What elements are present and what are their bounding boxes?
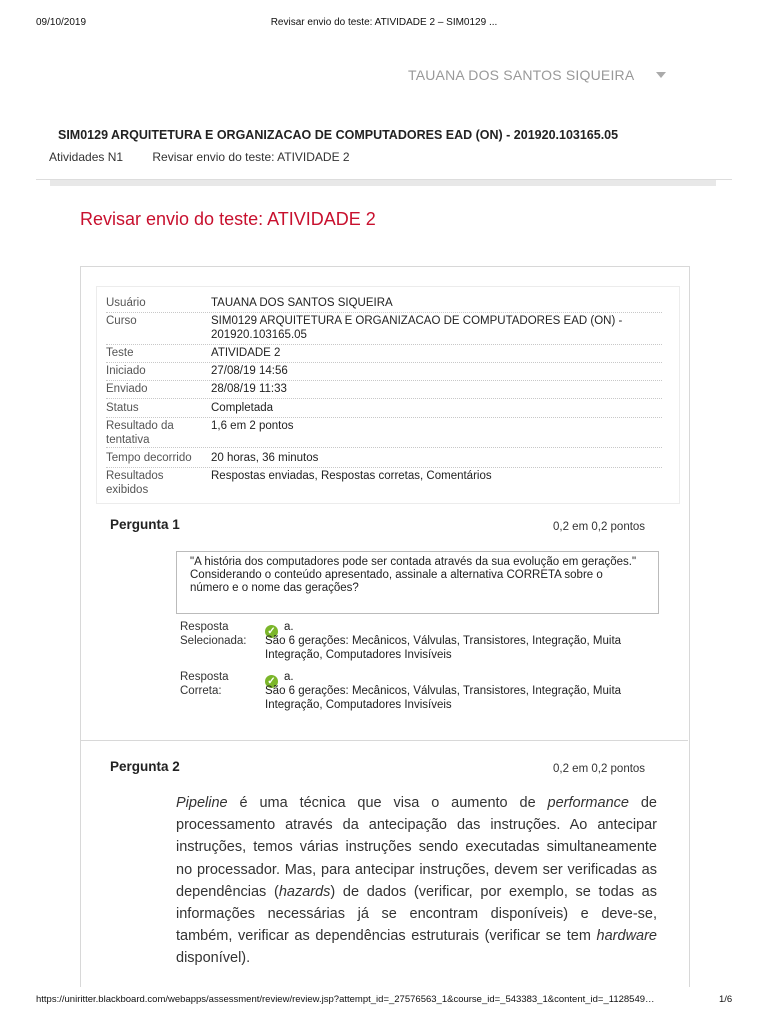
check-icon: ✓ (265, 621, 278, 639)
breadcrumb-item-current: Revisar envio do teste: ATIVIDADE 2 (152, 150, 350, 164)
summary-row (106, 382, 662, 399)
summary-row (106, 419, 662, 448)
summary-row (106, 451, 662, 468)
question-1-points: 0,2 em 0,2 pontos (553, 521, 646, 533)
summary-label: Teste (106, 347, 134, 359)
summary-label: Usuário (106, 297, 146, 309)
summary-value: SIM0129 ARQUITETURA E ORGANIZACAO DE COMPUTADORES EAD (ON) - 201920.103165.05 (211, 315, 623, 341)
header-bar (50, 180, 716, 186)
question-1-text: "A história dos computadores pode ser contada através da sua evolução em gerações." Considerando o conteúdo apresentado, assinale a alternativa CORRETA sobre o número e o nome das gerações? (190, 556, 637, 594)
summary-row (106, 364, 662, 381)
selected-answer-text: São 6 gerações: Mecânicos, Válvulas, Transistores, Integração, Muita Integração, Computadores Invisíveis (265, 635, 622, 661)
summary-label: Status (106, 402, 139, 414)
question-2-text: Pipeline é uma técnica que visa o aumento de performance de processamento através da antecipação das instruções. Ao antecipar instruções, temos várias instruções sendo executadas simultaneamente no processador. Mas, para antecipar instruções, devem ser verificadas as dependências (hazards) de dados (verificar, por exemplo, se todas as informações necessárias já se encontram disponíveis) e deve-se, também, verificar as dependências estruturais (verificar se tem hardware disponível). (176, 795, 657, 967)
question-divider (80, 740, 688, 741)
print-footer-url: https://uniritter.blackboard.com/webapps/assessment/review/review.jsp?attempt_id=_27576563_1&course_id=_543383_1&content_id=_1128549… (36, 994, 655, 1005)
summary-label: Iniciado (106, 365, 146, 377)
check-icon: ✓ (265, 671, 278, 689)
summary-value: 27/08/19 14:56 (211, 365, 288, 377)
correct-answer-label: Resposta Correta: (180, 671, 229, 697)
chevron-down-icon[interactable] (656, 72, 666, 78)
summary-label: Resultados exibidos (106, 470, 164, 496)
summary-value: TAUANA DOS SANTOS SIQUEIRA (211, 297, 393, 309)
summary-row (106, 314, 662, 345)
summary-row (106, 401, 662, 418)
summary-value: 28/08/19 11:33 (211, 383, 287, 395)
summary-row (106, 296, 662, 313)
user-menu-name[interactable]: TAUANA DOS SANTOS SIQUEIRA (408, 67, 635, 83)
question-1-title: Pergunta 1 (110, 517, 180, 532)
summary-label: Tempo decorrido (106, 452, 192, 464)
summary-row (106, 469, 662, 499)
breadcrumb (49, 150, 376, 164)
breadcrumb-item-atividades[interactable]: Atividades N1 (49, 150, 124, 164)
correct-answer-text: São 6 gerações: Mecânicos, Válvulas, Transistores, Integração, Muita Integração, Computadores Invisíveis (265, 685, 622, 711)
summary-label: Enviado (106, 383, 148, 395)
summary-value: Completada (211, 402, 274, 414)
summary-value: Respostas enviadas, Respostas corretas, Comentários (211, 470, 492, 482)
summary-value: 1,6 em 2 pontos (211, 420, 294, 432)
selected-answer-letter: a. (284, 621, 294, 633)
summary-label: Curso (106, 315, 137, 327)
summary-label: Resultado da tentativa (106, 420, 174, 446)
summary-value: ATIVIDADE 2 (211, 347, 281, 359)
print-doc-title: Revisar envio do teste: ATIVIDADE 2 – SIM0129 ... (270, 17, 498, 28)
summary-value: 20 horas, 36 minutos (211, 452, 319, 464)
question-2-points: 0,2 em 0,2 pontos (553, 763, 646, 775)
selected-answer-label: Resposta Selecionada: (180, 621, 247, 647)
print-page-number: 1/6 (719, 994, 733, 1005)
course-title[interactable]: SIM0129 ARQUITETURA E ORGANIZACAO DE COMPUTADORES EAD (ON) - 201920.103165.05 (58, 128, 619, 142)
print-date: 09/10/2019 (36, 17, 87, 28)
correct-answer-letter: a. (284, 671, 294, 683)
summary-row (106, 346, 662, 363)
page-title: Revisar envio do teste: ATIVIDADE 2 (80, 209, 376, 229)
question-2-title: Pergunta 2 (110, 759, 180, 774)
